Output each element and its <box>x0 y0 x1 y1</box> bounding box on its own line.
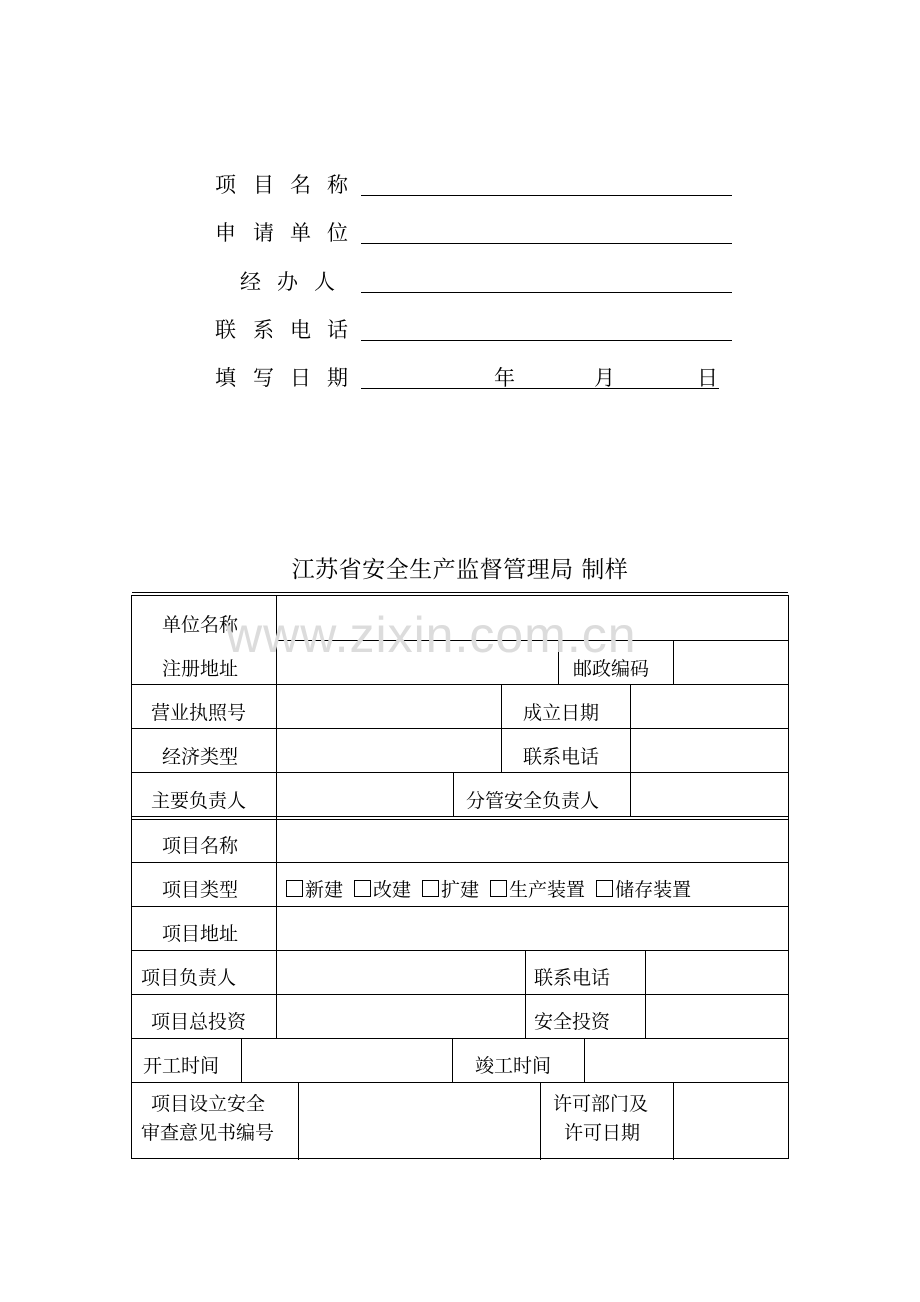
vline-safety-person <box>453 772 454 816</box>
checkbox-rebuild[interactable] <box>354 880 371 897</box>
vline-mid-value <box>630 684 631 816</box>
vline-project-mid <box>525 950 526 1038</box>
cover-project-name-char-1: 项 <box>215 173 236 197</box>
vline-permit <box>540 1082 541 1160</box>
label-reg-address: 注册地址 <box>162 658 239 680</box>
vline-label-col <box>276 596 277 1038</box>
hline-4 <box>132 772 788 773</box>
label-main-person: 主要负责人 <box>151 790 247 812</box>
cover-phone-char-2: 系 <box>253 318 274 342</box>
label-project-leader: 项目负责人 <box>141 967 237 989</box>
cover-project-name-row <box>0 171 920 211</box>
checkbox-new-build[interactable] <box>286 880 303 897</box>
label-unit-name: 单位名称 <box>162 614 239 636</box>
cover-date-underline[interactable] <box>361 388 719 389</box>
cover-handler-underline[interactable] <box>361 292 732 293</box>
cover-day-label: 日 <box>697 366 718 390</box>
cover-date-char-2: 写 <box>253 366 274 390</box>
table-top-double-line <box>132 592 788 593</box>
vline-finish-value <box>584 1038 585 1082</box>
label-review-no-line1: 项目设立安全 <box>151 1093 266 1115</box>
hline-2 <box>132 684 788 685</box>
option-expand[interactable]: 扩建 <box>422 879 479 901</box>
hline-8 <box>132 950 788 951</box>
label-project-name: 项目名称 <box>162 835 239 857</box>
label-project-address: 项目地址 <box>162 923 239 945</box>
vline-permit-value <box>673 1082 674 1160</box>
cover-year-label: 年 <box>494 366 515 390</box>
cover-date-char-3: 日 <box>290 366 311 390</box>
label-project-phone: 联系电话 <box>534 967 611 989</box>
label-contact-phone: 联系电话 <box>523 746 600 768</box>
label-postal-code: 邮政编码 <box>573 658 650 680</box>
cover-date-char-1: 填 <box>215 366 236 390</box>
cover-date-char-4: 期 <box>327 366 348 390</box>
cover-handler-char-3: 人 <box>314 270 335 294</box>
hline-5 <box>132 816 788 817</box>
label-permit-line1: 许可部门及 <box>553 1093 649 1115</box>
cover-project-name-char-3: 名 <box>290 173 311 197</box>
cover-project-name-char-4: 称 <box>327 173 348 197</box>
label-license-no: 营业执照号 <box>151 702 247 724</box>
label-permit-line2: 许可日期 <box>564 1122 641 1144</box>
label-safety-investment: 安全投资 <box>534 1011 611 1033</box>
hline-5-double <box>132 819 788 820</box>
vline-finish <box>452 1038 453 1082</box>
cover-project-name-char-2: 目 <box>253 173 274 197</box>
watermark: www.zixin.com.cn <box>226 607 637 663</box>
label-start-time: 开工时间 <box>143 1055 220 1077</box>
hline-7 <box>132 906 788 907</box>
cover-applicant-row <box>0 219 920 259</box>
hline-9 <box>132 994 788 995</box>
label-est-date: 成立日期 <box>523 702 600 724</box>
hline-6 <box>132 862 788 863</box>
cover-handler-char-2: 办 <box>277 270 298 294</box>
checkbox-production[interactable] <box>490 880 507 897</box>
form-title: 江苏省安全生产监督管理局 制样 <box>291 557 629 583</box>
label-econ-type: 经济类型 <box>162 746 239 768</box>
cover-phone-char-1: 联 <box>215 318 236 342</box>
cover-project-name-underline[interactable] <box>361 195 732 196</box>
option-storage[interactable]: 储存装置 <box>596 879 691 901</box>
checkbox-storage[interactable] <box>596 880 613 897</box>
vline-postal <box>558 640 559 684</box>
hline-11 <box>132 1082 788 1083</box>
cover-phone-row <box>0 316 920 356</box>
cover-applicant-char-3: 单 <box>290 221 311 245</box>
option-production[interactable]: 生产装置 <box>490 879 585 901</box>
cover-handler-row <box>0 268 920 308</box>
label-review-no-line2: 审查意见书编号 <box>141 1122 275 1144</box>
vline-mid-1 <box>501 684 502 772</box>
cover-phone-underline[interactable] <box>361 340 732 341</box>
cover-applicant-char-4: 位 <box>327 221 348 245</box>
vline-review <box>298 1082 299 1160</box>
cover-handler-char-1: 经 <box>240 270 261 294</box>
label-safety-person: 分管安全负责人 <box>466 790 600 812</box>
cover-date-row <box>0 364 920 404</box>
hline-10 <box>132 1038 788 1039</box>
vline-project-value <box>645 950 646 1038</box>
checkbox-expand[interactable] <box>422 880 439 897</box>
cover-applicant-char-1: 申 <box>215 221 236 245</box>
cover-phone-char-4: 话 <box>327 318 348 342</box>
vline-postal-value <box>673 640 674 684</box>
cover-applicant-char-2: 请 <box>253 221 274 245</box>
label-total-investment: 项目总投资 <box>151 1011 247 1033</box>
hline-1 <box>276 640 788 641</box>
project-type-options <box>286 877 702 903</box>
label-finish-time: 竣工时间 <box>475 1055 552 1077</box>
vline-start <box>241 1038 242 1082</box>
cover-phone-char-3: 电 <box>290 318 311 342</box>
application-form-table <box>131 595 789 1159</box>
option-rebuild[interactable]: 改建 <box>354 879 411 901</box>
hline-3 <box>132 728 788 729</box>
option-new-build[interactable]: 新建 <box>286 879 343 901</box>
cover-month-label: 月 <box>594 366 615 390</box>
label-project-type: 项目类型 <box>162 879 239 901</box>
cover-applicant-underline[interactable] <box>361 243 732 244</box>
